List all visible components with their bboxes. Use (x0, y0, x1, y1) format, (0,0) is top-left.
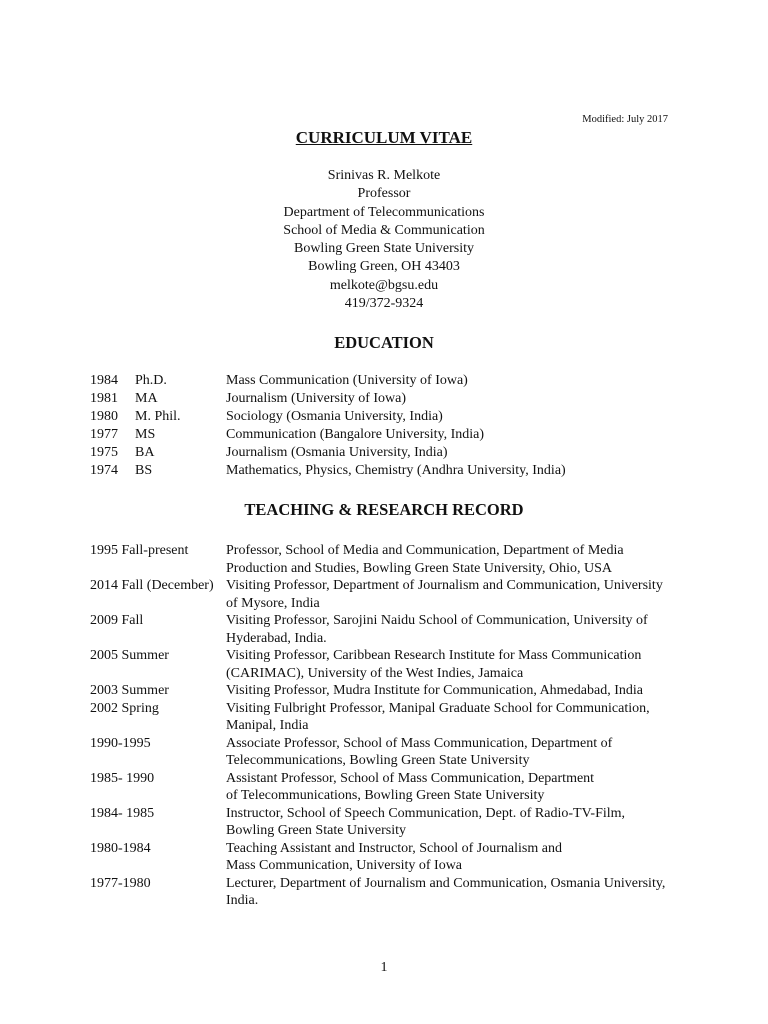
teaching-description-line: Professor, School of Media and Communication, Department of Media (226, 543, 624, 558)
document-title-text: CURRICULUM VITAE (295, 128, 473, 147)
education-row (90, 390, 566, 408)
teaching-period: 1977-1980 (90, 875, 151, 891)
teaching-row (90, 542, 690, 577)
teaching-row (90, 612, 690, 647)
education-heading: EDUCATION (334, 333, 434, 352)
teaching-description (226, 612, 690, 647)
contact-position: Professor (357, 186, 411, 202)
teaching-period: 2005 Summer (90, 648, 169, 663)
teaching-description-line: of Mysore, India (226, 595, 320, 611)
education-field: Mass Communication (University of Iowa) (226, 373, 468, 388)
education-year: 1984 (90, 373, 118, 388)
teaching-period: 2003 Summer (90, 683, 169, 698)
teaching-description-line: Bowling Green State University (226, 823, 407, 838)
education-field: Journalism (Osmania University, India) (226, 445, 448, 460)
teaching-description-line: Instructor, School of Speech Communication, Dept. of Radio-TV-Film, (226, 805, 626, 821)
teaching-period: 1980-1984 (90, 840, 151, 856)
teaching-period: 2009 Fall (90, 613, 144, 628)
teaching-description-line: Visiting Professor, Mudra Institute for Communication, Ahmedabad, India (226, 683, 643, 698)
teaching-description (226, 840, 690, 875)
teaching-description (226, 770, 690, 805)
teaching-description (226, 542, 690, 577)
education-row (90, 408, 566, 426)
education-degree: MS (135, 427, 156, 442)
education-degree: BS (135, 463, 153, 478)
education-list (90, 372, 566, 480)
education-year: 1974 (90, 463, 118, 478)
teaching-description-line: Manipal, India (226, 718, 309, 733)
teaching-period: 1990-1995 (90, 735, 151, 751)
education-year: 1975 (90, 445, 118, 460)
education-degree: MA (135, 391, 158, 406)
teaching-row (90, 577, 690, 612)
document-title (0, 128, 768, 148)
teaching-description (226, 875, 690, 910)
education-row (90, 444, 566, 462)
education-year: 1977 (90, 427, 118, 442)
contact-department: Department of Telecommunications (283, 204, 485, 220)
education-row (90, 462, 566, 480)
teaching-row (90, 735, 690, 770)
teaching-description (226, 577, 690, 612)
teaching-description-line: Telecommunications, Bowling Green State University (226, 753, 530, 768)
teaching-row (90, 647, 690, 682)
education-year: 1981 (90, 391, 118, 406)
teaching-description-line: Assistant Professor, School of Mass Communication, Department (226, 770, 595, 786)
education-degree: Ph.D. (135, 373, 167, 388)
teaching-description-line: Associate Professor, School of Mass Communication, Department of (226, 735, 613, 751)
teaching-row (90, 840, 690, 875)
teaching-description-line: India. (226, 893, 259, 908)
page-number: 1 (380, 960, 388, 975)
teaching-description-line: Visiting Professor, Caribbean Research Institute for Mass Communication (226, 648, 642, 663)
teaching-period: 1995 Fall-present (90, 543, 189, 558)
modified-date: Modified: July 2017 (582, 114, 668, 125)
contact-email: melkote@bgsu.edu (329, 277, 439, 293)
teaching-description (226, 700, 690, 735)
teaching-description-line: Teaching Assistant and Instructor, School of Journalism and (226, 840, 562, 856)
education-year: 1980 (90, 409, 118, 424)
teaching-description-line: Production and Studies, Bowling Green State University, Ohio, USA (226, 560, 613, 576)
education-field: Journalism (University of Iowa) (226, 391, 407, 406)
teaching-heading: TEACHING & RESEARCH RECORD (244, 500, 524, 519)
teaching-row (90, 700, 690, 735)
teaching-period: 2014 Fall (December) (90, 578, 214, 593)
contact-address: Bowling Green, OH 43403 (308, 259, 460, 275)
teaching-period: 1985- 1990 (90, 770, 155, 786)
education-degree: M. Phil. (135, 409, 181, 424)
contact-university: Bowling Green State University (293, 241, 475, 257)
education-field: Communication (Bangalore University, India) (226, 427, 485, 442)
education-field: Sociology (Osmania University, India) (226, 409, 443, 424)
teaching-description (226, 647, 690, 682)
teaching-period: 1984- 1985 (90, 805, 155, 821)
teaching-description-line: Hyderabad, India. (226, 630, 327, 646)
education-degree: BA (135, 445, 155, 460)
teaching-description-line: Mass Communication, University of Iowa (226, 858, 463, 873)
teaching-description (226, 805, 690, 840)
teaching-row (90, 875, 690, 910)
teaching-description-line: (CARIMAC), University of the West Indies, Jamaica (226, 665, 524, 681)
teaching-description-line: Lecturer, Department of Journalism and Communication, Osmania University, (226, 875, 666, 891)
education-row (90, 426, 566, 444)
teaching-description-line: Visiting Professor, Department of Journalism and Communication, University (226, 578, 663, 593)
contact-school: School of Media & Communication (283, 222, 485, 238)
teaching-list (90, 542, 690, 910)
teaching-description (226, 735, 690, 770)
teaching-description (226, 682, 690, 700)
teaching-period: 2002 Spring (90, 700, 159, 716)
education-row (90, 372, 566, 390)
teaching-description-line: Visiting Fulbright Professor, Manipal Graduate School for Communication, (226, 700, 650, 716)
teaching-row (90, 682, 690, 700)
teaching-description-line: of Telecommunications, Bowling Green State University (226, 788, 545, 803)
teaching-row (90, 805, 690, 840)
teaching-row (90, 770, 690, 805)
education-field: Mathematics, Physics, Chemistry (Andhra University, India) (226, 463, 566, 478)
contact-phone: 419/372-9324 (344, 296, 424, 312)
contact-name: Srinivas R. Melkote (327, 168, 441, 183)
contact-block (0, 167, 768, 313)
teaching-description-line: Visiting Professor, Sarojini Naidu School of Communication, University of (226, 613, 648, 628)
